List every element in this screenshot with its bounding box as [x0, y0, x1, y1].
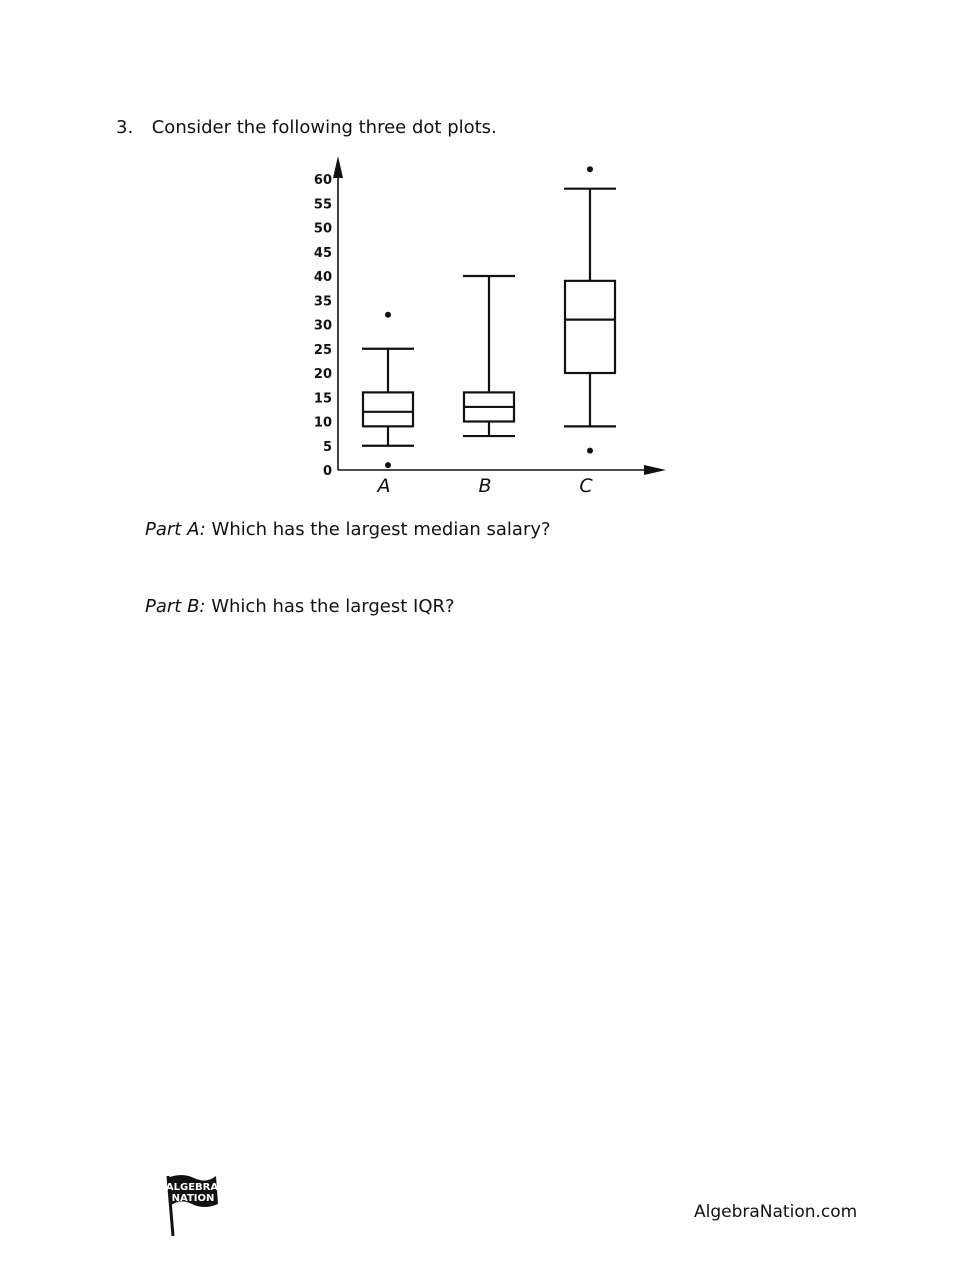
part-a-question [145, 519, 551, 540]
logo-line1: ALGEBRA [165, 1182, 219, 1193]
y-tick-label: 55 [313, 197, 332, 213]
y-tick-label: 5 [322, 439, 332, 455]
y-tick-label: 15 [313, 391, 332, 407]
question-3 [116, 117, 497, 138]
y-tick-label: 35 [313, 294, 332, 310]
part-b-label: Part B: [145, 596, 206, 617]
box-b [463, 276, 515, 497]
y-tick-label: 50 [313, 221, 332, 237]
question-text: Consider the following three dot plots. [151, 117, 497, 138]
outlier-point [385, 462, 391, 468]
chart-marks [362, 166, 616, 497]
box-plot-chart [300, 150, 680, 500]
y-tick-label: 0 [322, 464, 332, 479]
question-number: 3. [116, 117, 134, 138]
box-iqr [565, 281, 615, 373]
category-label: C [579, 475, 593, 497]
y-tick-label: 40 [313, 270, 332, 285]
part-b-question [145, 596, 455, 617]
y-tick-label: 60 [313, 173, 332, 188]
y-axis-arrow [333, 156, 343, 178]
outlier-point [587, 166, 593, 172]
box-iqr [363, 392, 413, 426]
y-tick-label: 25 [313, 342, 332, 358]
x-axis-arrow [644, 465, 666, 475]
y-tick-label: 20 [313, 367, 332, 382]
chart-svg [300, 150, 680, 500]
box-c [564, 166, 616, 497]
part-a-label: Part A: [145, 519, 206, 540]
logo-line2: NATION [171, 1193, 215, 1204]
outlier-point [385, 312, 391, 318]
part-a-text: Which has the largest median salary? [211, 519, 551, 540]
site-url[interactable]: AlgebraNation.com [694, 1202, 858, 1222]
category-label: A [377, 475, 391, 497]
y-tick-label: 45 [313, 245, 332, 261]
part-b-text: Which has the largest IQR? [211, 596, 455, 617]
category-label: B [478, 475, 492, 497]
y-tick-label: 30 [313, 318, 332, 334]
algebra-nation-logo [158, 1170, 222, 1240]
flag-icon [158, 1170, 222, 1240]
outlier-point [587, 448, 593, 454]
y-tick-label: 10 [313, 415, 332, 431]
